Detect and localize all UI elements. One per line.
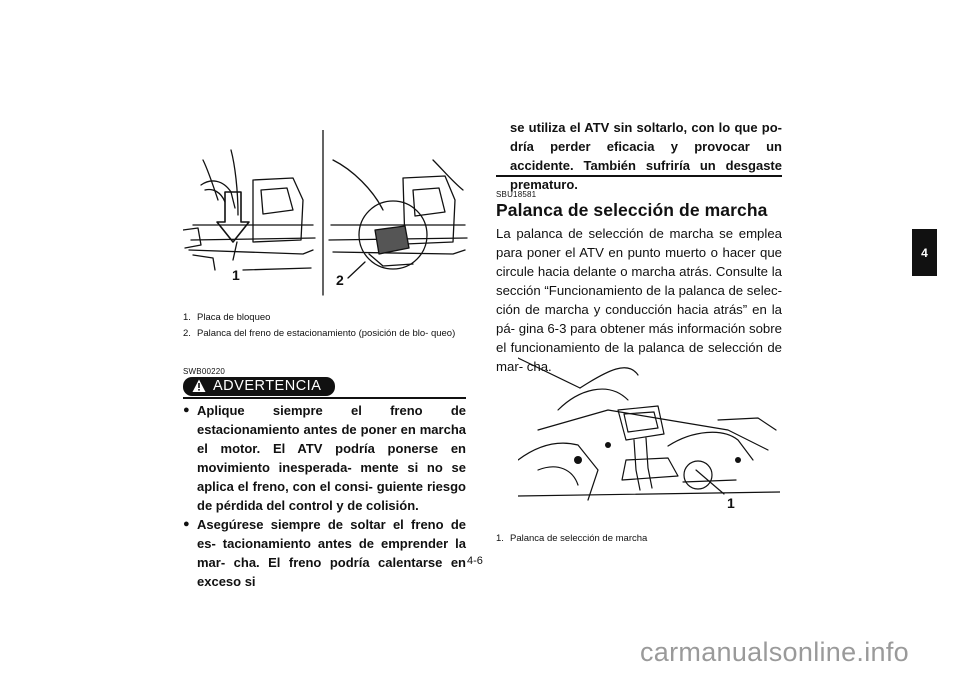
warning-end-rule [496, 175, 782, 177]
bullet-icon: ● [183, 518, 190, 530]
figure-callout-2: 2 [336, 272, 344, 288]
caption-text: Palanca del freno de estacionamiento (posición de blo- queo) [197, 328, 456, 339]
bullet-icon: ● [183, 404, 190, 416]
warning-rule [183, 397, 466, 399]
caption-item [183, 312, 466, 324]
shift-lever-figure [518, 350, 780, 520]
parking-brake-figure [183, 130, 468, 300]
warning-triangle-icon [192, 379, 206, 393]
caption-number: 1. [183, 312, 191, 323]
watermark: carmanualsonline.info [640, 637, 909, 667]
warning-bullet-item [183, 401, 466, 515]
warning-badge [183, 377, 335, 396]
figure-callout-1: 1 [727, 495, 735, 511]
page-number: 4-6 [467, 555, 483, 567]
warning-bullets [183, 401, 466, 591]
figure-callout-1: 1 [232, 267, 240, 283]
caption-text: Placa de bloqueo [197, 312, 271, 323]
shift-lever-illustration [518, 350, 780, 520]
section-code: SBU18581 [496, 190, 537, 199]
left-figure-captions [183, 312, 466, 340]
caption-item [183, 328, 466, 340]
warning-code: SWB00220 [183, 367, 226, 376]
parking-brake-illustration [183, 130, 468, 300]
warning-bullet-text: Aplique siempre el freno de estacionamiento antes de poner en marcha el motor. El ATV podría ponerse en movimiento inesperada- mente si no se aplica el freno, con el consi- guiente riesgo de pérdida del control y de colisión. [197, 403, 466, 513]
warning-continuation: se utiliza el ATV sin soltarlo, con lo que po- dría perder eficacia y provocar un accidente. También sufriría un desgaste prematuro. [510, 120, 782, 192]
section-title: Palanca de selección de marcha [496, 200, 768, 220]
right-figure-caption [496, 533, 782, 545]
section-body: La palanca de selección de marcha se emplea para poner el ATV en punto muerto o hacer que circule hacia delante o marcha atrás. Consulte la sección “Funcionamiento de la palanca de selec- ción de marcha y conducción hacia atrás” en la pá- gina 6-3 para obtener más información sobre el funcionamiento de la palanca de selección de mar- cha. [496, 226, 782, 374]
caption-text: Palanca de selección de marcha [510, 533, 648, 544]
caption-item [496, 533, 782, 545]
warning-bullet-item [183, 515, 466, 591]
warning-bullet-text: Asegúrese siempre de soltar el freno de es- tacionamiento antes de emprender la mar- cha. El freno podría calentarse en exceso si [197, 517, 466, 589]
chapter-tab: 4 [912, 229, 937, 276]
caption-number: 2. [183, 328, 191, 339]
caption-number: 1. [496, 533, 504, 544]
warning-label: ADVERTENCIA [213, 378, 322, 394]
